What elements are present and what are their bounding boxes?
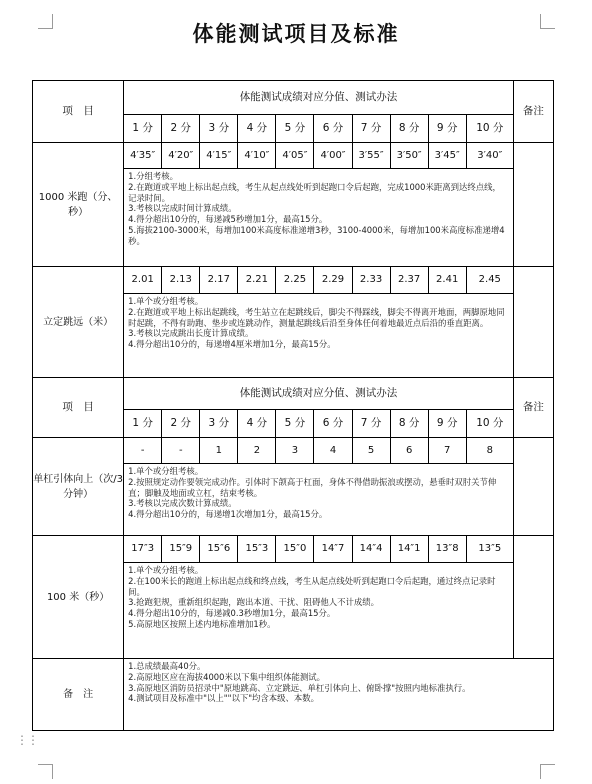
page-corner-mark-bottom-right [540,764,555,779]
score-cell: 4 分 [238,115,276,143]
standard-cell: 4′20″ [162,143,200,169]
test-method-100m [124,563,514,659]
score-group-header: 体能测试成绩对应分值、测试办法 [124,81,514,115]
drag-handle-icon[interactable]: ⋮⋮ [16,733,38,747]
method-line: 1.单个或分组考核。 [128,296,204,306]
method-line: 3.考核以完成时间计算成绩。 [128,203,237,214]
score-cell: 1 分 [124,115,162,143]
standard-cell: 3′40″ [466,143,513,169]
notes-label: 备 注 [33,659,124,731]
standard-cell: 4′00″ [314,143,352,169]
standard-cell: 3′55″ [352,143,390,169]
method-line: 1.单个或分组考核。 [128,466,204,476]
method-line: 3.抢跑犯规，重新组织起跑，跑出本道、干扰、阻碍他人不计成绩。 [128,597,380,608]
standard-cell: 3′45″ [428,143,466,169]
method-line: 4.得分超出10分的，每递减5秒增加1分，最高15分。 [128,214,328,224]
score-cell: 2 分 [162,115,200,143]
standard-row-pull-up [33,438,554,464]
notes-content [124,659,554,731]
standard-row-100m [33,536,554,563]
score-cell: 3 分 [200,115,238,143]
standard-cell: 2 [238,438,276,464]
score-cell: 6 分 [314,115,352,143]
score-cell: 3 分 [200,410,238,438]
note-line: 2.高原地区应在海拔4000米以下集中组织体能测试。 [128,671,325,682]
standard-cell: 15″9 [162,536,200,563]
standard-cell: 14″4 [352,536,390,563]
item-column-header: 项 目 [33,81,124,143]
standard-cell: 15″3 [238,536,276,563]
standard-cell: 15″0 [276,536,314,563]
standard-cell: 8 [466,438,513,464]
method-line: 2.按照规定动作要领完成动作。引体时下颌高于杠面，身体不得借助振浪或摆动，悬垂时双肘关节伸直；脚触及地面或立杠，结束考核。 [128,476,497,498]
score-cell: 1 分 [124,410,162,438]
standard-cell: 2.37 [390,267,428,294]
fitness-standards-table [32,80,554,731]
note-line: 3.高原地区消防员招录中"原地跳高、立定跳远、单杠引体向上、俯卧撑"按照内地标准执行。 [128,682,471,693]
test-method-1000m [124,169,514,267]
note-line: 4.测试项目及标准中"以上""以下"均含本级、本数。 [128,693,320,704]
standard-cell: 17″3 [124,536,162,563]
remark-cell [513,267,553,378]
standard-cell: - [162,438,200,464]
method-line: 2.在跑道或平地上标出起点线，考生从起点线处听到起跑口令后起跑，完成1000米距离到达终点线，记录时间。 [128,181,501,203]
test-method-long-jump [124,294,514,378]
score-cell: 9 分 [428,115,466,143]
standard-cell: 1 [200,438,238,464]
score-cell: 5 分 [276,410,314,438]
standard-cell: - [124,438,162,464]
standard-cell: 14″7 [314,536,352,563]
standard-row-long-jump [33,267,554,294]
standard-cell: 15″6 [200,536,238,563]
header-row-repeat [33,378,554,410]
standard-cell: 3 [276,438,314,464]
standard-cell: 2.01 [124,267,162,294]
item-label-100m: 100 米（秒） [33,536,124,659]
method-line: 4.得分超出10分的，每递减0.3秒增加1分，最高15分。 [128,608,336,618]
remark-column-header-repeat: 备注 [513,378,553,438]
score-cell: 10 分 [466,410,513,438]
note-line: 1.总成绩最高40分。 [128,661,206,671]
method-line: 1.分组考核。 [128,171,179,181]
standard-cell: 7 [428,438,466,464]
method-line: 5.高原地区按照上述内地标准增加1秒。 [128,618,276,629]
score-cell: 9 分 [428,410,466,438]
standard-cell: 4′35″ [124,143,162,169]
method-line: 2.在跑道或平地上标出起跳线，考生站立在起跳线后，脚尖不得踩线，脚尖不得离开地面，两脚原地同时起跳，不得有助跑、垫步或连跳动作，测量起跳线后沿至身体任何着地最近点后沿的垂直距离。 [128,306,505,328]
standard-cell: 2.17 [200,267,238,294]
header-row [33,81,554,115]
standard-row-1000m [33,143,554,169]
remark-cell [513,143,553,267]
notes-row [33,659,554,731]
method-line: 2.在100米长的跑道上标出起点线和终点线，考生从起点线处听到起跑口令后起跑，通过终点记录时间。 [128,575,496,597]
standard-cell: 3′50″ [390,143,428,169]
standard-cell: 2.45 [466,267,513,294]
standard-cell: 2.33 [352,267,390,294]
standard-cell: 13″8 [428,536,466,563]
score-cell: 4 分 [238,410,276,438]
score-group-header-repeat: 体能测试成绩对应分值、测试办法 [124,378,514,410]
score-cell: 7 分 [352,410,390,438]
score-cell: 6 分 [314,410,352,438]
standard-cell: 2.13 [162,267,200,294]
item-label-long-jump: 立定跳远（米） [33,267,124,378]
method-line: 4.得分超出10分的，每递增4厘米增加1分，最高15分。 [128,339,336,349]
method-line: 3.考核以完成次数计算成绩。 [128,498,237,509]
method-line: 3.考核以完成跳出长度计算成绩。 [128,328,254,339]
item-column-header-repeat: 项 目 [33,378,124,438]
standard-cell: 2.21 [238,267,276,294]
item-label-pull-up: 单杠引体向上（次/3 分钟） [33,438,124,536]
standard-cell: 4′05″ [276,143,314,169]
test-method-pull-up [124,464,514,536]
score-cell: 7 分 [352,115,390,143]
standard-cell: 13″5 [466,536,513,563]
standard-cell: 2.29 [314,267,352,294]
standard-cell: 6 [390,438,428,464]
standard-cell: 4′10″ [238,143,276,169]
remark-column-header: 备注 [513,81,553,143]
method-line: 4.得分超出10分的，每递增1次增加1分，最高15分。 [128,509,328,519]
remark-cell [513,536,553,659]
standard-cell: 14″1 [390,536,428,563]
standard-cell: 2.41 [428,267,466,294]
page-title: 体能测试项目及标准 [192,22,400,46]
score-cell: 5 分 [276,115,314,143]
remark-cell [513,438,553,536]
score-cell: 8 分 [390,410,428,438]
standard-cell: 2.25 [276,267,314,294]
page-corner-mark-bottom-left [38,764,53,779]
score-cell: 8 分 [390,115,428,143]
method-line: 1.单个或分组考核。 [128,565,204,575]
method-line: 5.海拔2100-3000米，每增加100米高度标准递增3秒，3100-4000米，每增加100米高度标准递增4秒。 [128,224,505,246]
score-cell: 2 分 [162,410,200,438]
item-label-1000m: 1000 米跑（分、秒） [33,143,124,267]
standard-cell: 4 [314,438,352,464]
standard-cell: 5 [352,438,390,464]
score-cell: 10 分 [466,115,513,143]
standard-cell: 4′15″ [200,143,238,169]
